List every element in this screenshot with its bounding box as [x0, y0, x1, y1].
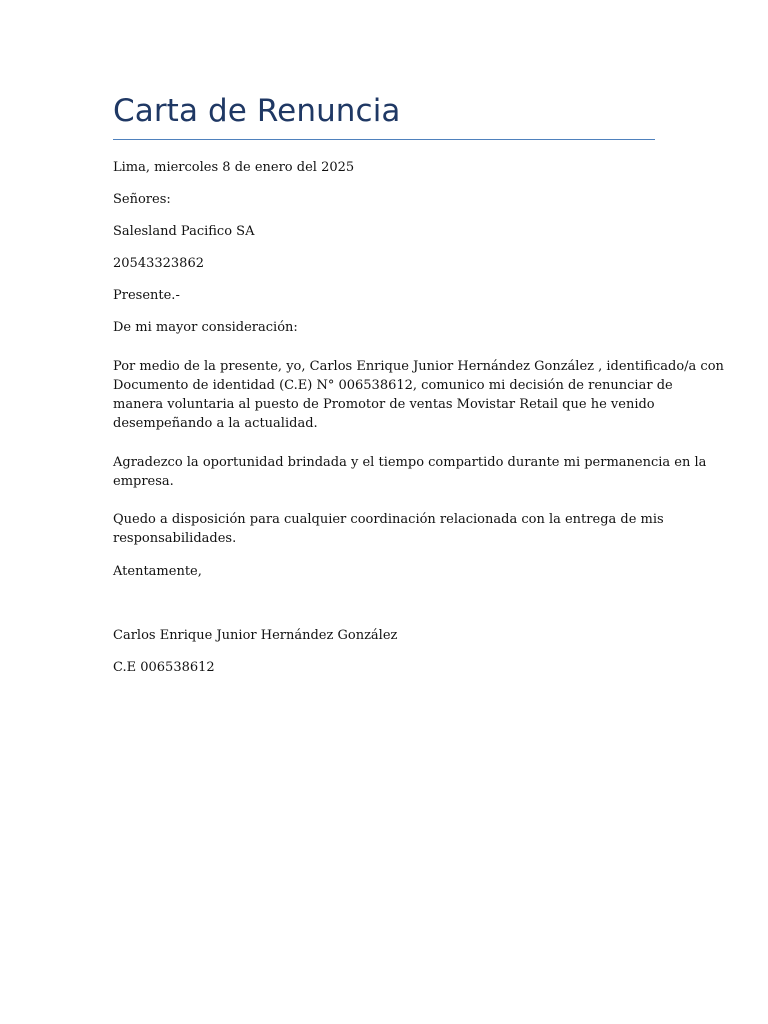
paragraph-2-line: Agradezco la oportunidad brindada y el tiempo compartido durante mi permanencia en la	[113, 455, 707, 470]
paragraph-1-line: manera voluntaria al puesto de Promotor de ventas Movistar Retail que he venido	[113, 397, 655, 412]
company-name: Salesland Pacifico SA	[113, 224, 255, 239]
title-underline	[113, 139, 655, 140]
paragraph-1-line: Por medio de la presente, yo, Carlos Enrique Junior Hernández González , identificado/a con	[113, 359, 724, 374]
date-line: Lima, miercoles 8 de enero del 2025	[113, 160, 355, 175]
presente-line: Presente.-	[113, 288, 180, 303]
page-title: Carta de Renuncia	[113, 93, 401, 129]
signature-name: Carlos Enrique Junior Hernández González	[113, 628, 398, 643]
paragraph-1-line: Documento de identidad (C.E) N° 006538612, comunico mi decisión de renunciar de	[113, 378, 673, 393]
paragraph-1-line: desempeñando a la actualidad.	[113, 416, 318, 431]
closing-line: Atentamente,	[113, 564, 202, 579]
paragraph-3-line: responsabilidades.	[113, 531, 237, 546]
company-id: 20543323862	[113, 256, 204, 271]
paragraph-2-line: empresa.	[113, 474, 174, 489]
greeting-line: De mi mayor consideración:	[113, 320, 298, 335]
salutation: Señores:	[113, 192, 171, 207]
signature-id: C.E 006538612	[113, 660, 215, 675]
paragraph-3-line: Quedo a disposición para cualquier coordinación relacionada con la entrega de mis	[113, 512, 664, 527]
